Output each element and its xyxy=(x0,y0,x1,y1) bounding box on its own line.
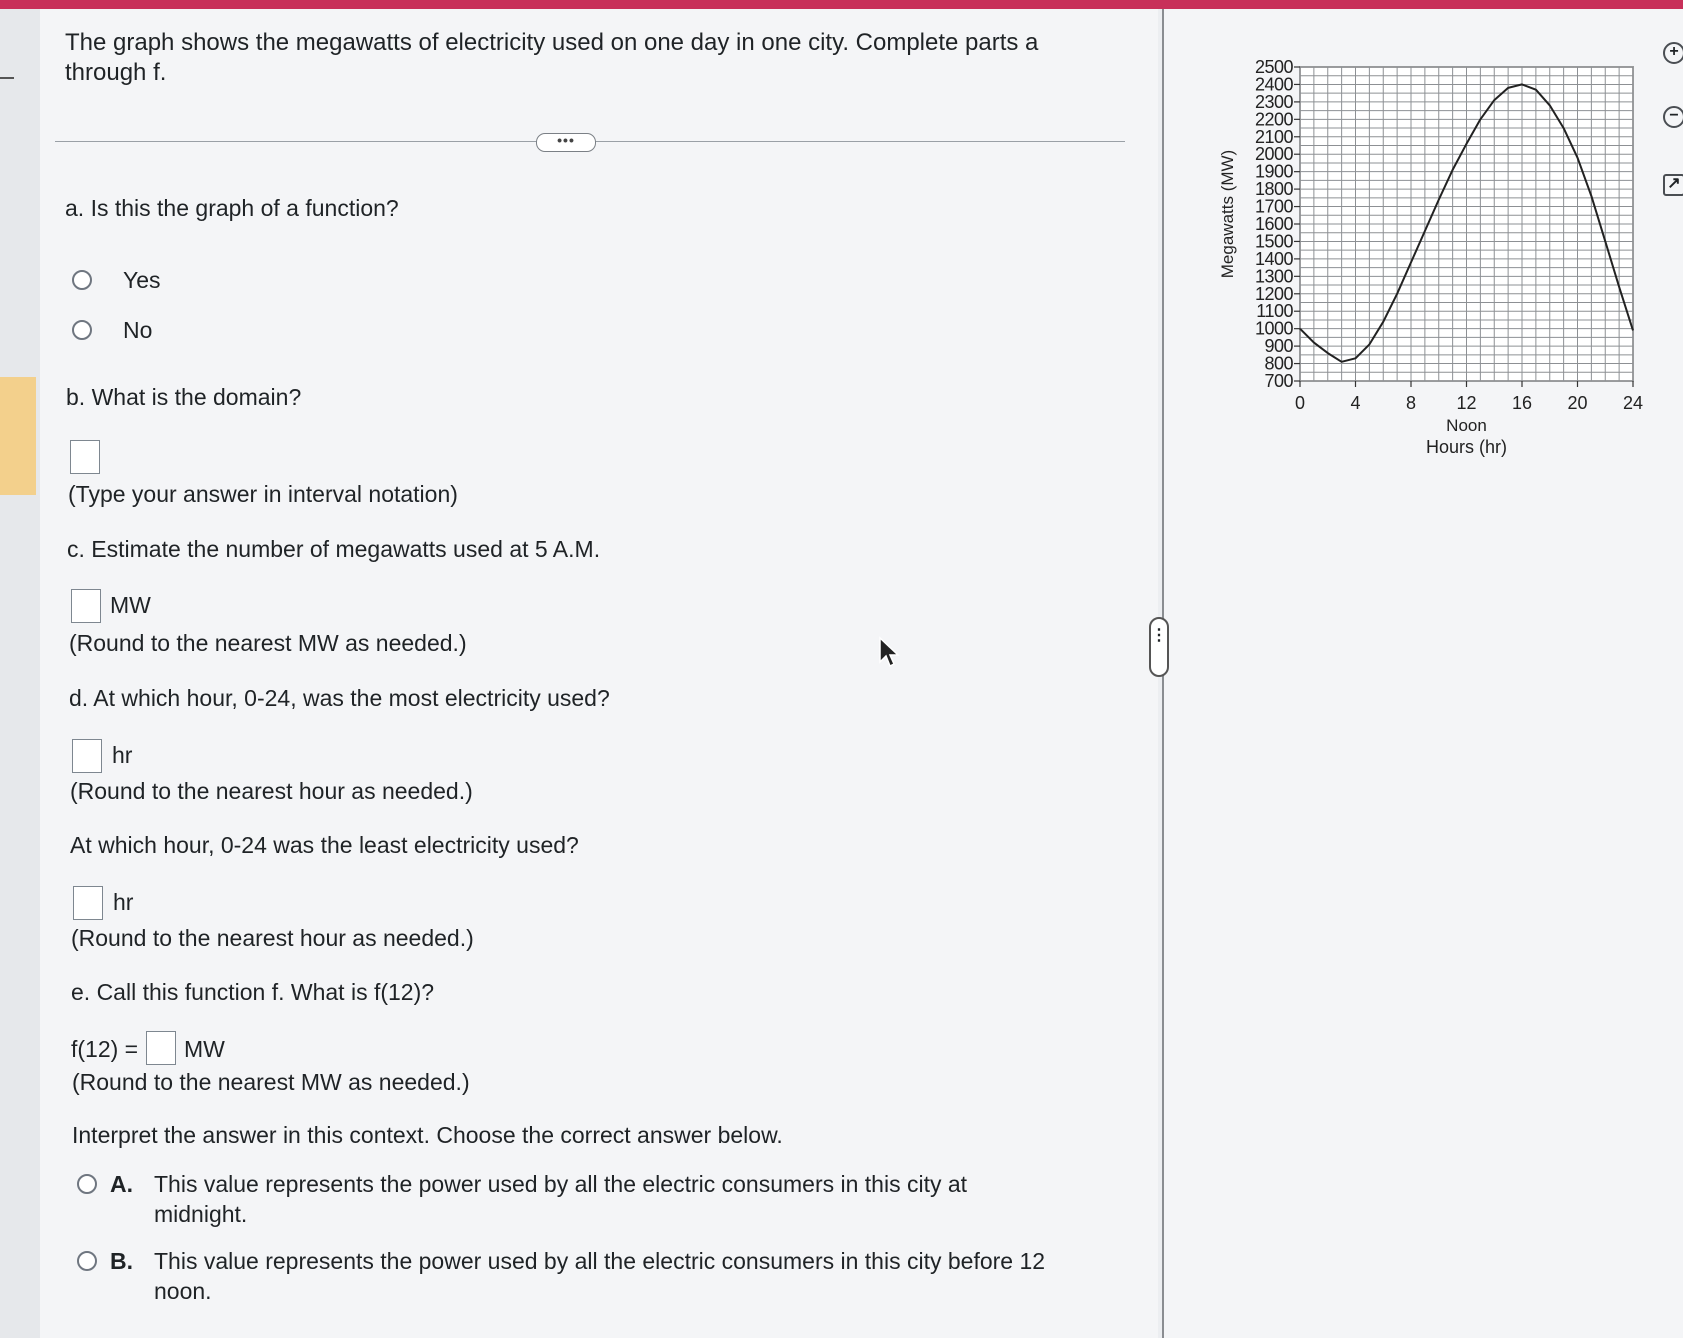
part-e-prompt: e. Call this function f. What is f(12)? xyxy=(71,979,435,1005)
choice-a-letter: A. xyxy=(110,1171,133,1197)
x-tick-label: 20 xyxy=(1567,393,1588,413)
y-tick-label: 1400 xyxy=(1254,248,1293,269)
radio-no[interactable] xyxy=(72,320,92,340)
x-tick-label: 24 xyxy=(1622,393,1644,413)
part-e-unit: MW xyxy=(184,1036,225,1062)
x-tick-label: 0 xyxy=(1294,393,1306,413)
part-b-hint: (Type your answer in interval notation) xyxy=(68,481,458,507)
part-c-prompt: c. Estimate the number of megawatts used at 5 A.M. xyxy=(67,536,601,562)
radio-yes[interactable] xyxy=(72,270,92,290)
choice-b-text-line2: noon. xyxy=(154,1278,212,1304)
y-tick-label: 1200 xyxy=(1254,283,1293,304)
y-tick-label: 1800 xyxy=(1254,179,1293,200)
most-hour-input[interactable] xyxy=(72,739,102,773)
choice-a-text-line1: This value represents the power used by all the electric consumers in this city at xyxy=(154,1171,968,1197)
y-tick-label: 1000 xyxy=(1254,318,1293,339)
least-hour-input[interactable] xyxy=(73,886,103,920)
choice-b-letter: B. xyxy=(110,1248,133,1274)
part-d-least-hint: (Round to the nearest hour as needed.) xyxy=(71,925,474,951)
part-d-most-hint: (Round to the nearest hour as needed.) xyxy=(70,778,473,804)
choice-a-text-line2: midnight. xyxy=(154,1201,248,1227)
expand-dots-button[interactable]: ••• xyxy=(536,133,596,152)
rail-tick xyxy=(0,77,14,79)
y-axis-label: Megawatts (MW) xyxy=(1218,149,1237,279)
part-c-unit: MW xyxy=(110,592,151,618)
domain-input[interactable] xyxy=(70,440,100,474)
zoom-in-icon[interactable]: + xyxy=(1663,42,1683,64)
y-tick-label: 700 xyxy=(1264,371,1293,391)
f12-label: f(12) = xyxy=(71,1036,139,1062)
question-intro: The graph shows the megawatts of electricity used on one day in one city. Complete parts a through f. xyxy=(65,29,1039,86)
rail-highlight xyxy=(0,377,36,495)
megawatts-5am-input[interactable] xyxy=(71,589,101,623)
x-tick-label: 16 xyxy=(1511,393,1533,413)
y-tick-label: 1600 xyxy=(1254,214,1293,234)
choice-a-radio[interactable] xyxy=(77,1174,97,1194)
noon-label: Noon xyxy=(1446,416,1487,435)
popout-icon[interactable]: ↗ xyxy=(1663,174,1683,196)
y-tick-label: 1500 xyxy=(1254,231,1293,252)
pane-resize-handle[interactable]: ⋮ xyxy=(1149,617,1169,677)
part-d-most-unit: hr xyxy=(112,742,133,768)
y-tick-label: 1300 xyxy=(1254,266,1293,287)
part-b-prompt: b. What is the domain? xyxy=(66,384,302,410)
part-d-prompt-most: d. At which hour, 0-24, was the most electricity used? xyxy=(69,685,610,711)
part-d-prompt-least: At which hour, 0-24 was the least electricity used? xyxy=(70,832,579,858)
part-e-hint: (Round to the nearest MW as needed.) xyxy=(72,1069,470,1095)
part-a-prompt: a. Is this the graph of a function? xyxy=(65,195,399,221)
x-axis-label: Hours (hr) xyxy=(1425,437,1508,457)
choice-b-radio[interactable] xyxy=(77,1251,97,1271)
part-d-least-unit: hr xyxy=(113,889,134,915)
top-accent-bar xyxy=(0,0,1683,9)
x-tick-label: 8 xyxy=(1405,393,1417,413)
y-tick-label: 1900 xyxy=(1254,161,1293,182)
y-tick-label: 800 xyxy=(1264,353,1293,374)
x-tick-label: 12 xyxy=(1456,393,1477,413)
y-tick-label: 2400 xyxy=(1254,74,1293,95)
option-yes-label: Yes xyxy=(123,267,161,293)
interpret-prompt: Interpret the answer in this context. Choose the correct answer below. xyxy=(72,1122,783,1148)
y-tick-label: 1100 xyxy=(1256,301,1293,322)
y-tick-label: 2200 xyxy=(1254,109,1293,130)
option-no-label: No xyxy=(123,317,153,343)
y-tick-label: 900 xyxy=(1264,336,1293,357)
y-tick-label: 2100 xyxy=(1254,126,1293,147)
zoom-out-icon[interactable]: − xyxy=(1663,106,1683,128)
f12-input[interactable] xyxy=(146,1031,176,1065)
y-tick-label: 2500 xyxy=(1254,57,1293,77)
x-tick-label: 4 xyxy=(1350,393,1361,413)
y-tick-label: 2000 xyxy=(1254,144,1293,165)
choice-b-text-line1: This value represents the power used by all the electric consumers in this city before 12 xyxy=(154,1248,1046,1274)
y-tick-label: 1700 xyxy=(1254,196,1293,217)
y-tick-label: 2300 xyxy=(1254,91,1293,112)
megawatts-chart xyxy=(1205,46,1645,466)
part-c-hint: (Round to the nearest MW as needed.) xyxy=(69,630,467,656)
mouse-pointer-icon xyxy=(878,636,900,668)
left-rail xyxy=(0,9,41,1338)
